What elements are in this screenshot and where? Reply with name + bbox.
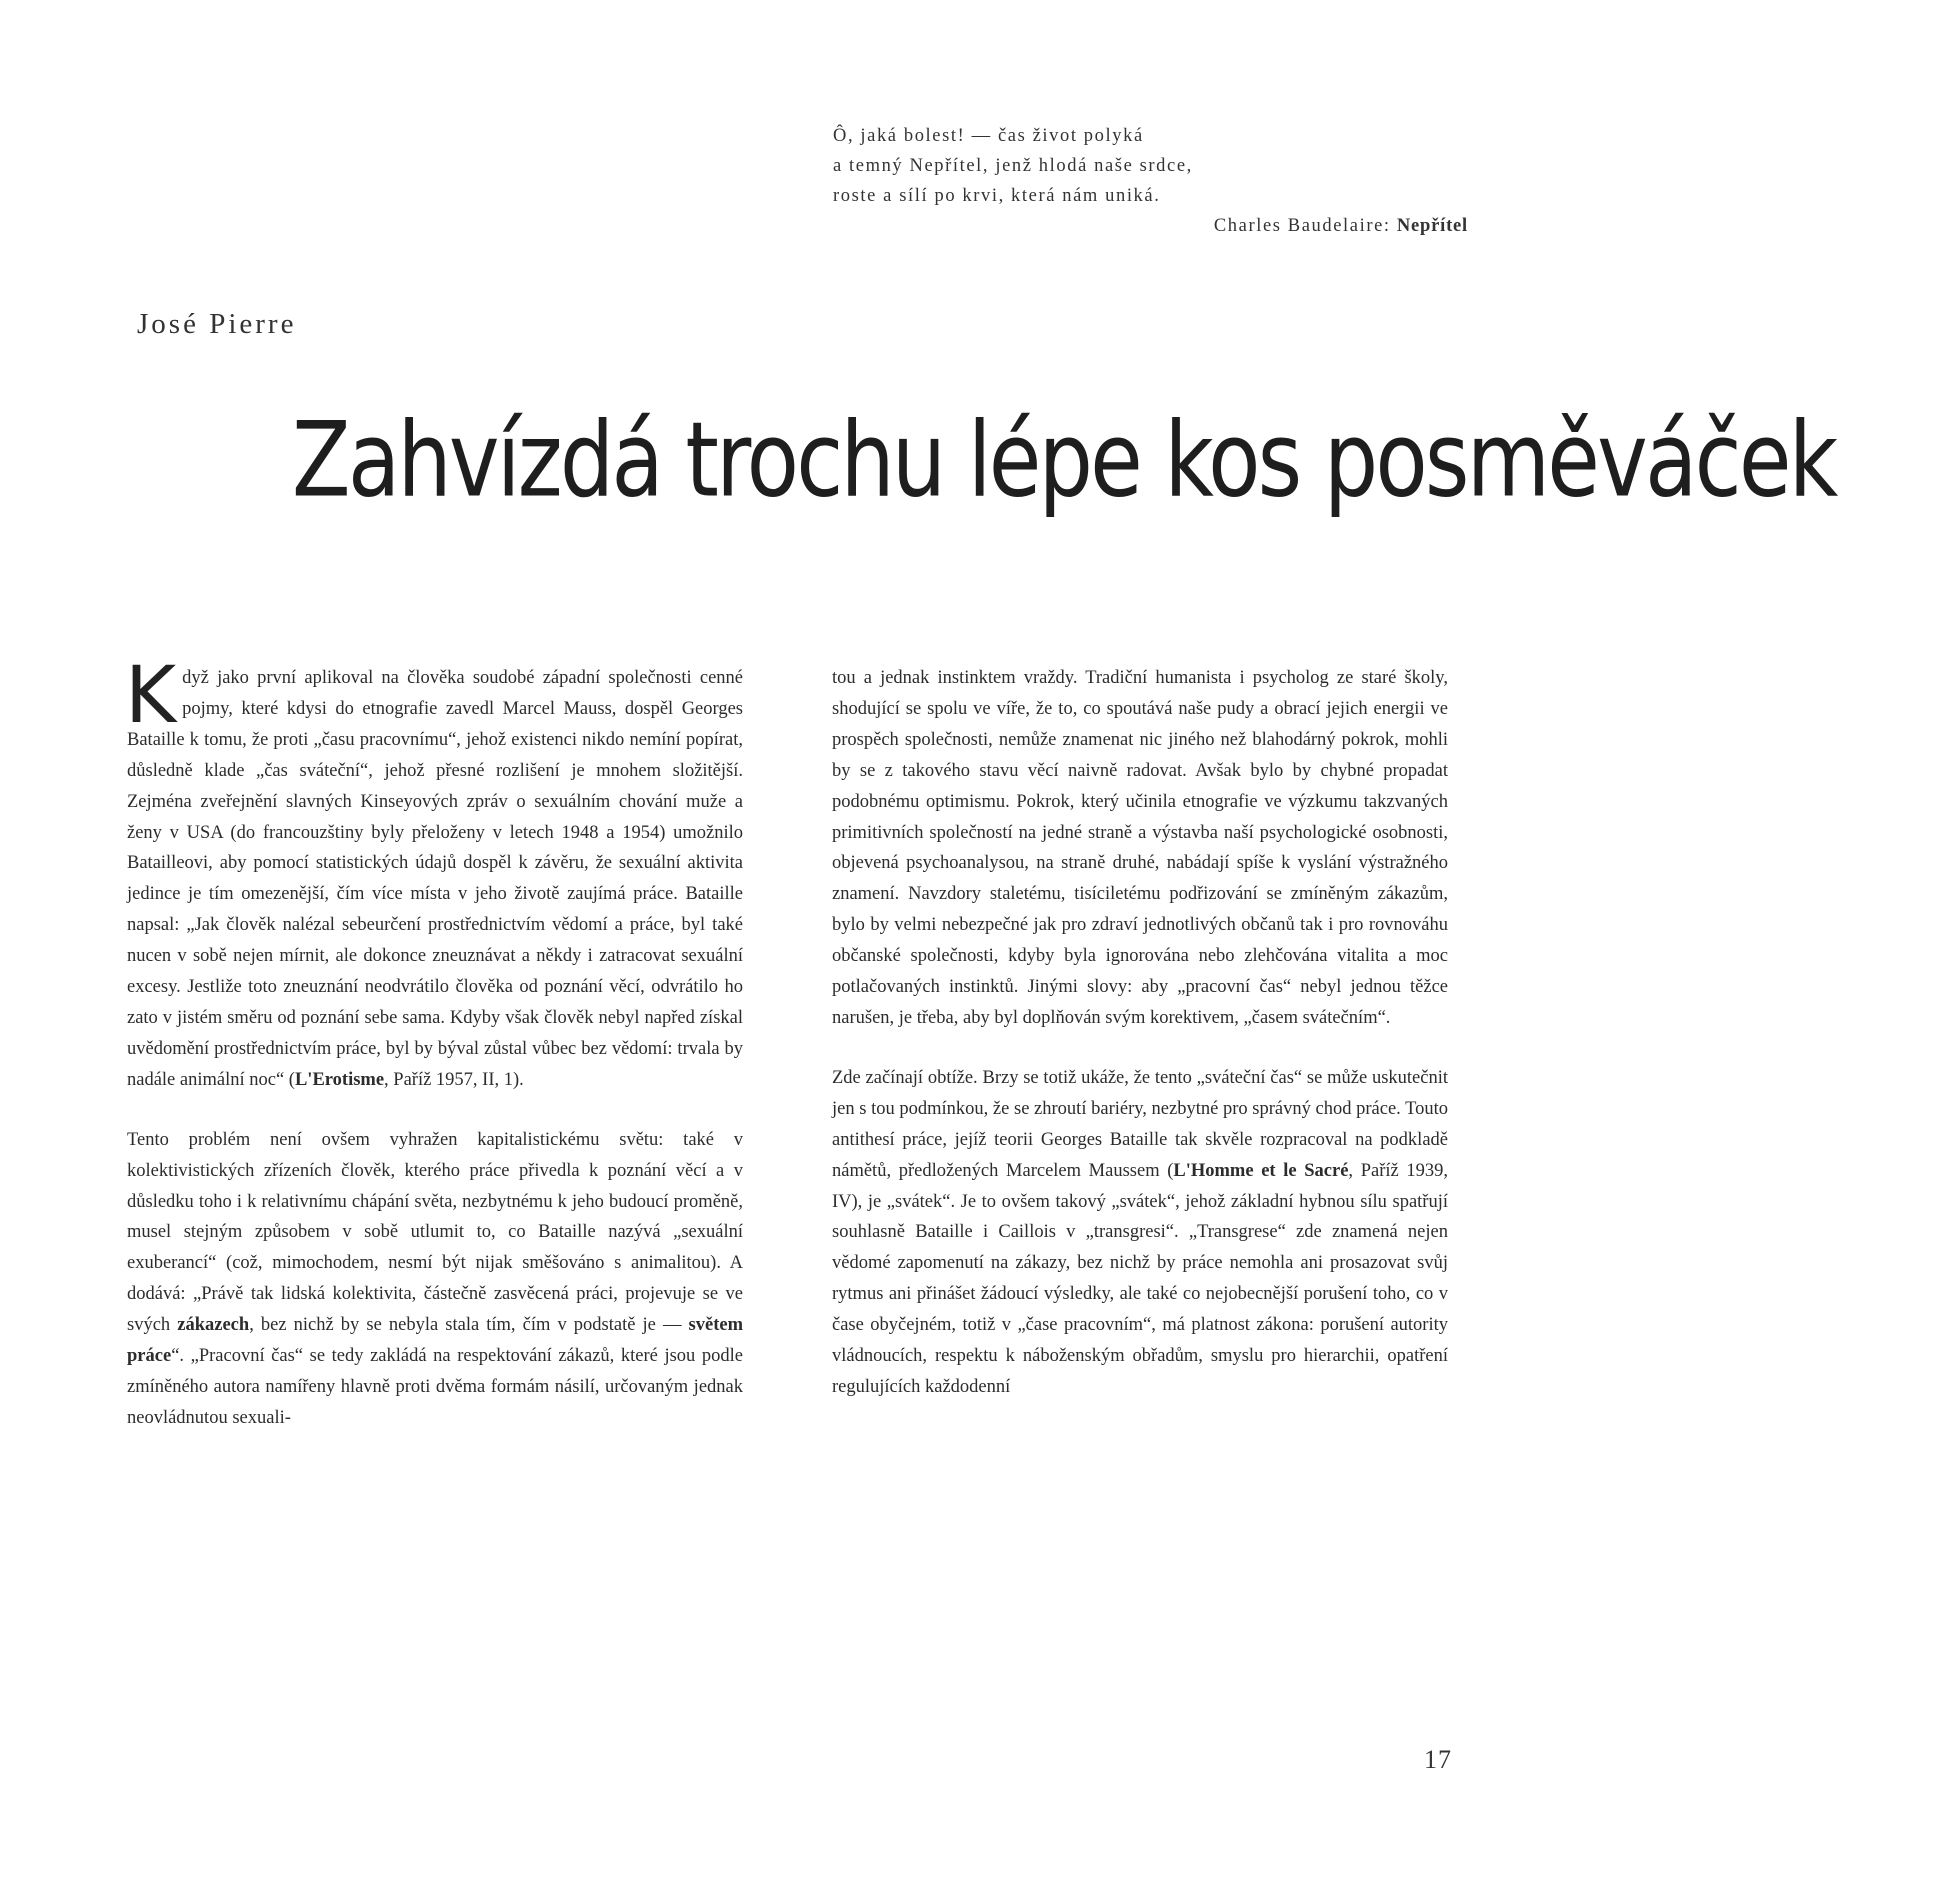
epigraph-attribution-author: Charles Baudelaire:	[1213, 216, 1397, 236]
paragraph-text: , Paříž 1957, II, 1).	[384, 1069, 524, 1090]
paragraph-text: , bez nichž by se nebyla stala tím, čím v podstatě je —	[249, 1315, 689, 1336]
epigraph-line: a temný Nepřítel, jenž hlodá naše srdce,	[833, 156, 1193, 176]
page-number: 17	[1424, 1745, 1452, 1774]
paragraph	[832, 1063, 1448, 1403]
epigraph	[833, 121, 1468, 241]
book-title: L'Erotisme	[294, 1069, 385, 1090]
book-title: L'Homme et le Sacré	[1173, 1160, 1349, 1181]
epigraph-attribution	[833, 211, 1468, 241]
paragraph-text: dyž jako první aplikoval na člověka soudobé západní společnosti cenné pojmy, které kdysi do etnografie zavedl Marcel Mauss, dospěl Georges Bataille k tomu, že proti „času pracovnímu“, jehož existenci nikdo nemíní popírat, důsledně klade „čas sváteční“, jehož přesné rozlišení je mnohem složitější. Zejména zveřejnění slavných Kinseyových zpráv o sexuálním chování muže a ženy v USA (do francouzštiny byly přeloženy v letech 1948 a 1954) umožnilo Batailleovi, aby pomocí statistických údajů dospěl k závěru, že sexuální aktivita jedince je tím omezenější, čím více místa v jeho životě zaujímá práce. Bataille napsal: „Jak člověk nalézal sebeurčení prostřednictvím vědomí a práce, byl také nucen v sobě nejen mírnit, ale dokonce zneuznávat a někdy i zatracovat sexuální excesy. Jestliže toto zneuznání neodvrátilo člověka od poznání věcí, odvrátilo ho zato v jistém směru od poznání sebe sama. Kdyby však člověk nebyl napřed získal uvědomění prostřednictvím práce, byl by býval zůstal vůbec bez vědomí: trvala by nadále animální noc“ (	[127, 668, 743, 1090]
emphasis: zákazech	[177, 1315, 250, 1336]
article-title	[292, 396, 1836, 530]
article-author: José Pierre	[137, 308, 297, 340]
paragraph-text: , Paříž 1939, IV), je „svátek“. Je to ovšem takový „svátek“, jehož základní hybnou sílu spatřují souhlasně Bataille i Caillois v „transgresi“. „Transgrese“ zde znamená nejen vědomé zapomenutí na zákazy, bez nichž by práce nemohla ani prosazovat svůj rytmus ani přinášet žádoucí výsledky, ale také co nejobecnější porušení toho, co v čase obyčejném, totiž v „čase pracovním“, má platnost zákona: porušení autority vládnoucích, respektu k náboženským obřadům, smyslu pro hierarchii, opatření regulujících každodenní	[832, 1160, 1448, 1397]
epigraph-line: Ô, jaká bolest! — čas život polyká	[833, 126, 1144, 146]
right-column	[832, 663, 1448, 1403]
paragraph	[125, 651, 743, 1096]
emphasis: světem práce	[127, 1315, 743, 1367]
drop-cap: K	[125, 651, 177, 741]
epigraph-line: roste a sílí po krvi, která nám uniká.	[833, 186, 1161, 206]
paragraph	[127, 1125, 743, 1434]
paragraph-text: Tento problém není ovšem vyhražen kapitalistickému světu: také v kolektivistických zřízeních člověk, kterého práce přivedla k poznání věcí a v důsledku toho i k relativnímu chápání světa, nezbytnému k jeho budoucí proměně, musel stejným způsobem v sobě utlumit to, co Bataille nazývá „sexuální exuberancí“ (což, mimochodem, nesmí být nijak směšováno s animalitou). A dodává: „Právě tak lidská kolektivita, částečně zasvěcená práci, projevuje se ve svých	[127, 1129, 743, 1336]
left-column	[125, 651, 743, 1434]
paragraph-text: Zde začínají obtíže. Brzy se totiž ukáže, že tento „sváteční čas“ se může uskutečnit jen s tou podmínkou, že se zhroutí bariéry, nezbytné pro správný chod práce. Touto antithesí práce, jejíž teorii Georges Bataille tak skvěle rozpracoval na podkladě námětů, předložených Marcelem Maussem (	[832, 1067, 1448, 1181]
paragraph: tou a jednak instinktem vraždy. Tradiční humanista i psycholog ze staré školy, shodující se spolu ve víře, že to, co spoutává naše pudy a obrací jejich energii ve prospěch společnosti, nemůže znamenat nic jiného než blahodárný pokrok, mohli by se z takového stavu věcí naivně radovat. Avšak bylo by chybné propadat podobnému optimismu. Pokrok, který učinila etnografie ve výzkumu takzvaných primitivních společností na jedné straně a výstavba naší psychologické osobnosti, objevená psychoanalysou, na straně druhé, nabádají spíše k vyslání výstražného znamení. Navzdory staletému, tisíciletému podřizování se zmíněným zákazům, bylo by velmi nebezpečné jak pro zdraví jednotlivých občanů tak i pro rovnováhu občanské společnosti, kdyby byla ignorována nebo zlehčována vitalita a moc potlačovaných instinktů. Jinými slovy: aby „pracovní čas“ nebyl jednou těžce narušen, je třeba, aby byl doplňován svým korektivem, „časem svátečním“.	[832, 668, 1448, 1028]
epigraph-attribution-work: Nepřítel	[1396, 216, 1468, 236]
article-title-text: Zahvízdá trochu lépe kos posměváček	[292, 400, 1836, 521]
paragraph-text: “. „Pracovní čas“ se tedy zakládá na respektování zákazů, které jsou podle zmíněného autora namířeny hlavně proti dvěma formám násilí, určovaným jednak neovládnutou sexuali-	[127, 1346, 743, 1428]
